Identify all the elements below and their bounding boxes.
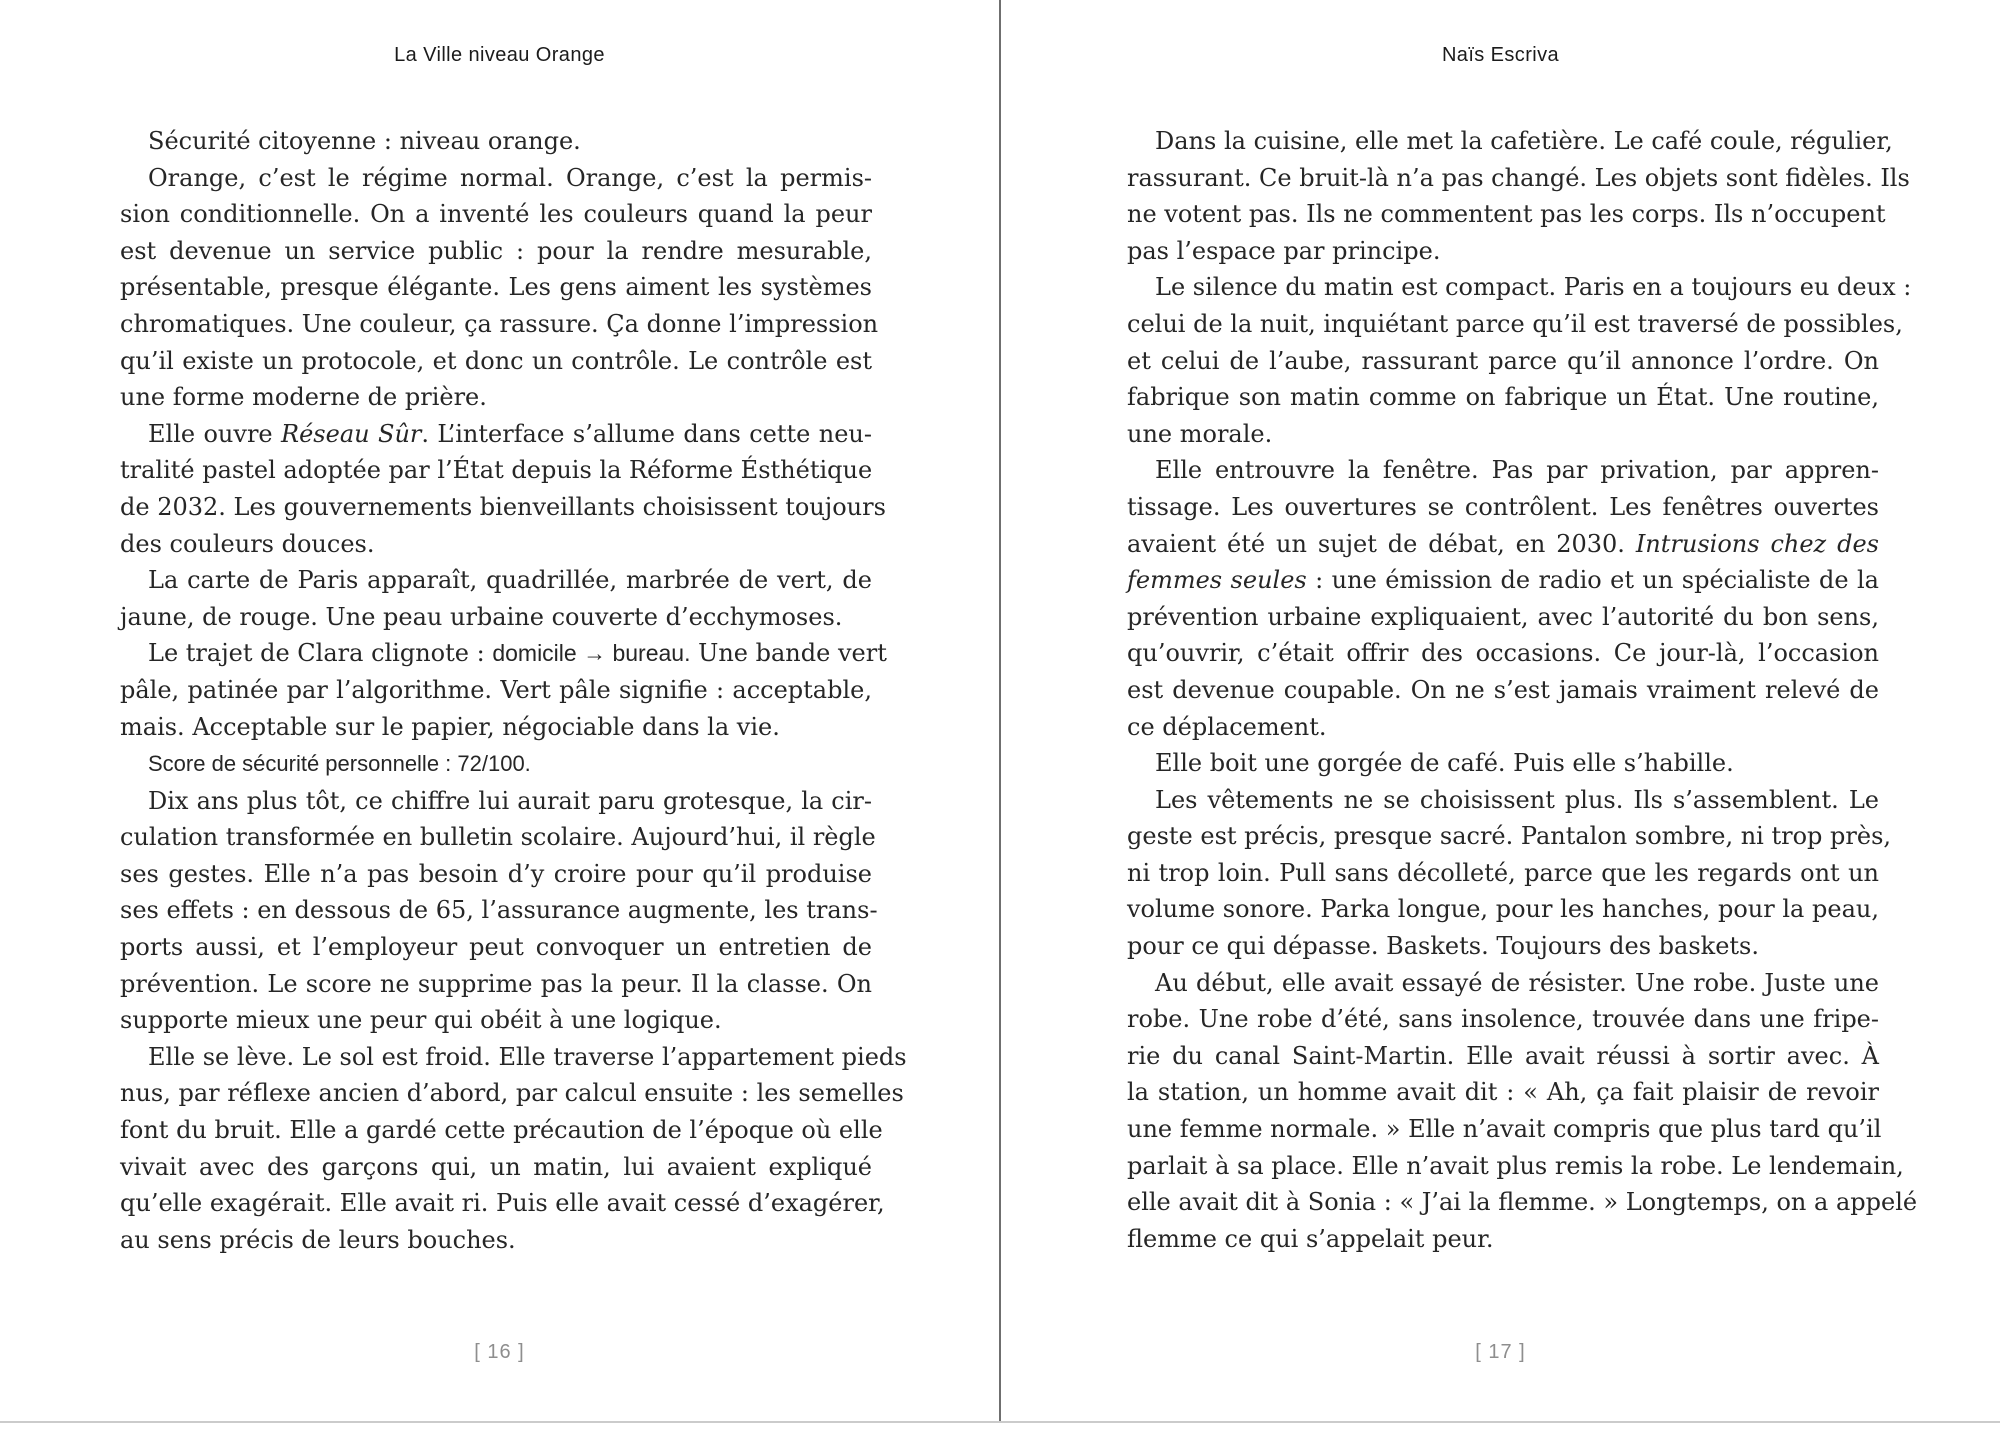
- text-line: celui de la nuit, inquiétant parce qu’il est traversé de possibles,: [1127, 309, 1903, 338]
- text-line: pour ce qui dépasse. Baskets. Toujours des baskets.: [1127, 932, 1759, 961]
- text-line: robe. Une robe d’été, sans insolence, trouvée dans une fripe-: [1127, 1005, 1879, 1034]
- text-line: nus, par réflexe ancien d’abord, par calcul ensuite : les semelles: [120, 1079, 904, 1108]
- page-right: [1001, 0, 2000, 1423]
- text-line: Sécurité citoyenne : niveau orange.: [148, 127, 581, 155]
- text-line: Elle se lève. Le sol est froid. Elle traverse l’appartement pieds: [148, 1042, 907, 1071]
- text-line: La carte de Paris apparaît, quadrillée, marbrée de vert, de: [148, 566, 872, 595]
- text-line: volume sonore. Parka longue, pour les hanches, pour la peau,: [1127, 895, 1879, 924]
- text-line: prévention. Le score ne supprime pas la peur. Il la classe. On: [120, 969, 872, 998]
- text-line: vivait avec des garçons qui, un matin, lui avaient expliqué: [120, 1152, 872, 1181]
- text-line: ses gestes. Elle n’a pas besoin d’y croire pour qu’il produise: [120, 859, 872, 888]
- text-line: elle avait dit à Sonia : « J’ai la flemme. » Longtemps, on a appelé: [1127, 1188, 1918, 1217]
- text-line: avaient été un sujet de débat, en 2030. Intrusions chez des: [1127, 529, 1879, 558]
- text-line: est devenue coupable. On ne s’est jamais vraiment relevé de: [1127, 675, 1879, 704]
- text-line: tralité pastel adoptée par l’État depuis la Réforme Ésthétique: [120, 456, 873, 485]
- text-line: la station, un homme avait dit : « Ah, ça fait plaisir de revoir: [1127, 1078, 1879, 1107]
- text-line: chromatiques. Une couleur, ça rassure. Ça donne l’impression: [120, 309, 879, 338]
- text-line: font du bruit. Elle a gardé cette précaution de l’époque où elle: [120, 1116, 883, 1145]
- text-line: qu’elle exagérait. Elle avait ri. Puis elle avait cessé d’exagérer,: [120, 1189, 885, 1218]
- text-line: ses effets : en dessous de 65, l’assurance augmente, les trans-: [120, 896, 878, 925]
- running-header-title: La Ville niveau Orange: [394, 44, 605, 66]
- text-line: et celui de l’aube, rassurant parce qu’il annonce l’ordre. On: [1127, 346, 1879, 375]
- text-line: qu’ouvrir, c’était offrir des occasions. Ce jour-là, l’occasion: [1127, 639, 1879, 668]
- text-line: tissage. Les ouvertures se contrôlent. Les fenêtres ouvertes: [1127, 492, 1879, 521]
- text-line: parlait à sa place. Elle n’avait plus remis la robe. Le lendemain,: [1127, 1151, 1904, 1180]
- running-header-author: Naïs Escriva: [1441, 44, 1560, 66]
- text-line: sion conditionnelle. On a inventé les couleurs quand la peur: [120, 200, 872, 229]
- text-line: pas l’espace par principe.: [1127, 236, 1441, 265]
- text-line: ni trop loin. Pull sans décolleté, parce que les regards ont un: [1127, 858, 1879, 887]
- text-line: une femme normale. » Elle n’avait compris que plus tard qu’il: [1127, 1115, 1882, 1144]
- page-divider: [999, 0, 1001, 1423]
- text-line: culation transformée en bulletin scolaire. Aujourd’hui, il règle: [120, 823, 876, 852]
- text-line: une forme moderne de prière.: [120, 383, 487, 412]
- text-line: jaune, de rouge. Une peau urbaine couverte d’ecchymoses.: [120, 602, 843, 631]
- text-line: ports aussi, et l’employeur peut convoquer un entretien de: [120, 933, 872, 962]
- text-line: rie du canal Saint-Martin. Elle avait réussi à sortir avec. À: [1127, 1041, 1879, 1070]
- text-line: Elle ouvre Réseau Sûr. L’interface s’allume dans cette neu-: [148, 419, 872, 448]
- text-line: fabrique son matin comme on fabrique un État. Une routine,: [1127, 383, 1879, 412]
- page-left: [0, 0, 999, 1423]
- text-line: mais. Acceptable sur le papier, négociable dans la vie.: [120, 712, 780, 741]
- text-line: Les vêtements ne se choisissent plus. Ils s’assemblent. Le: [1155, 785, 1879, 814]
- text-line: flemme ce qui s’appelait peur.: [1127, 1224, 1494, 1253]
- text-line: Au début, elle avait essayé de résister. Une robe. Juste une: [1155, 968, 1879, 997]
- text-line: ne votent pas. Ils ne commentent pas les corps. Ils n’occupent: [1127, 200, 1886, 229]
- text-line: femmes seules : une émission de radio et un spécialiste de la: [1127, 566, 1879, 595]
- text-line: ce déplacement.: [1127, 712, 1327, 741]
- text-line: au sens précis de leurs bouches.: [120, 1225, 516, 1254]
- text-line: pâle, patinée par l’algorithme. Vert pâle signifie : acceptable,: [120, 675, 872, 704]
- text-line: Elle boit une gorgée de café. Puis elle s’habille.: [1155, 749, 1734, 778]
- bottom-rule: [0, 1421, 2000, 1423]
- text-line: une morale.: [1127, 419, 1273, 448]
- text-line: Elle entrouvre la fenêtre. Pas par privation, par appren-: [1155, 456, 1879, 485]
- text-line: Score de sécurité personnelle : 72/100.: [148, 751, 531, 777]
- text-line: Dix ans plus tôt, ce chiffre lui aurait paru grotesque, la cir-: [148, 786, 872, 815]
- text-line: de 2032. Les gouvernements bienveillants choisissent toujours: [120, 492, 886, 521]
- text-line: Le silence du matin est compact. Paris en a toujours eu deux :: [1155, 273, 1912, 302]
- page-right-text: [1127, 123, 1918, 1257]
- text-line: rassurant. Ce bruit-là n’a pas changé. Les objets sont fidèles. Ils: [1127, 163, 1910, 192]
- page-left-text: [120, 123, 907, 1258]
- page-number-right: [ 17 ]: [1475, 1341, 1526, 1363]
- text-line: Orange, c’est le régime normal. Orange, c’est la permis-: [148, 163, 872, 192]
- text-line: Le trajet de Clara clignote : domicile → bureau. Une bande vert: [148, 639, 887, 668]
- text-line: prévention urbaine expliquaient, avec l’autorité du bon sens,: [1127, 602, 1879, 631]
- text-line: présentable, presque élégante. Les gens aiment les systèmes: [120, 273, 872, 302]
- text-line: des couleurs douces.: [120, 529, 375, 558]
- text-line: est devenue un service public : pour la rendre mesurable,: [120, 236, 872, 265]
- text-line: qu’il existe un protocole, et donc un contrôle. Le contrôle est: [120, 346, 872, 375]
- text-line: Dans la cuisine, elle met la cafetière. Le café coule, régulier,: [1155, 127, 1893, 155]
- page-number-left: [ 16 ]: [474, 1341, 525, 1363]
- text-line: geste est précis, presque sacré. Pantalon sombre, ni trop près,: [1127, 822, 1892, 851]
- text-line: supporte mieux une peur qui obéit à une logique.: [120, 1006, 722, 1035]
